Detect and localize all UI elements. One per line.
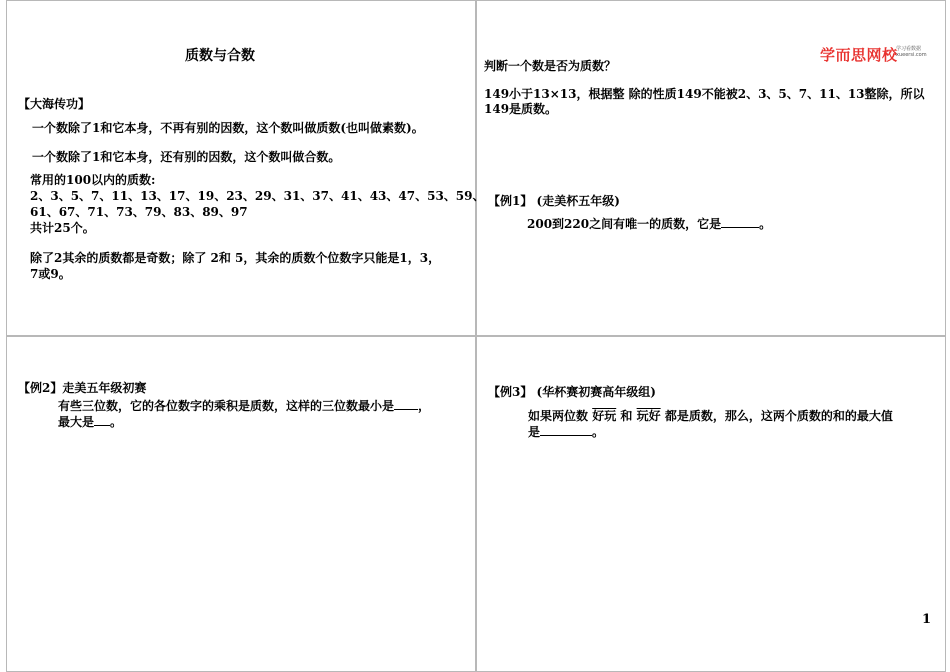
example3-period: 。 <box>592 425 605 439</box>
example1-period: 。 <box>759 217 772 231</box>
prime-test-line1: 149小于13×13，根据整 除的性质149不能被2、3、5、7、11、13整除，所以 <box>484 87 925 101</box>
prime-test-line2: 149是质数。 <box>484 102 558 116</box>
prime-definition: 一个数除了1和它本身，不再有别的因数，这个数叫做质数(也叫做素数)。 <box>32 121 424 135</box>
example3-text-line2: 是 <box>528 425 541 439</box>
page-number: 1 <box>922 612 932 627</box>
answer-blank <box>721 216 759 228</box>
logo-subtext <box>896 46 927 58</box>
example3-text-c: 都是质数，那么，这两个质数的和的最大值 <box>664 409 893 423</box>
primes-note-line1: 除了2其余的质数都是奇数；除了 2和 5，其余的质数个位数字只能是1，3， <box>30 251 441 265</box>
example3-question-line2 <box>528 424 604 440</box>
page-title: 质数与合数 <box>185 48 255 64</box>
answer-blank-sum <box>540 424 592 436</box>
answer-blank-min <box>394 398 418 410</box>
logo-text: 学而思网校 <box>820 46 898 64</box>
two-digit-number-1: 好玩 <box>592 409 617 423</box>
example2-label: 【例2】走美五年级初赛 <box>18 381 147 395</box>
example2-text-line1: 有些三位数，它的各位数字的乘积是质数，这样的三位数最小是 <box>58 399 395 413</box>
example3-text-a: 如果两位数 <box>528 409 589 423</box>
example2-period: 。 <box>110 415 123 429</box>
answer-blank-max <box>94 414 110 426</box>
primes-list-line2: 61、67、71、73、79、83、89、97 <box>30 205 248 219</box>
example2-text-line2: 最大是 <box>58 415 95 429</box>
primes-note-line2: 7或9。 <box>30 267 71 281</box>
example2-comma: ， <box>418 399 431 413</box>
example1-text: 200到220之间有唯一的质数，它是 <box>527 217 722 231</box>
primes-list-line1: 2、3、5、7、11、13、17、19、23、29、31、37、41、43、47、53、59、 <box>30 189 485 203</box>
example3-text-b: 和 <box>620 409 633 423</box>
logo-sub-line2: xueersi.com <box>896 52 927 58</box>
composite-definition: 一个数除了1和它本身，还有别的因数，这个数叫做合数。 <box>32 150 341 164</box>
logo-sub-line1: 学习看数据 <box>896 46 922 52</box>
example2-question-line1 <box>58 398 430 414</box>
prime-test-heading: 判断一个数是否为质数？ <box>484 59 617 73</box>
xueersi-logo <box>820 44 927 65</box>
example3-label: 【例3】 (华杯赛初赛高年级组) <box>488 385 656 399</box>
common-primes-label: 常用的100以内的质数: <box>30 173 156 187</box>
section-heading: 【大海传功】 <box>18 97 91 111</box>
primes-total: 共计25个。 <box>30 221 95 235</box>
example1-question <box>527 216 771 232</box>
example1-label: 【例1】 (走美杯五年级) <box>488 194 620 208</box>
example3-question-line1 <box>528 408 893 424</box>
example2-question-line2 <box>58 414 122 430</box>
two-digit-number-2: 玩好 <box>636 409 661 423</box>
